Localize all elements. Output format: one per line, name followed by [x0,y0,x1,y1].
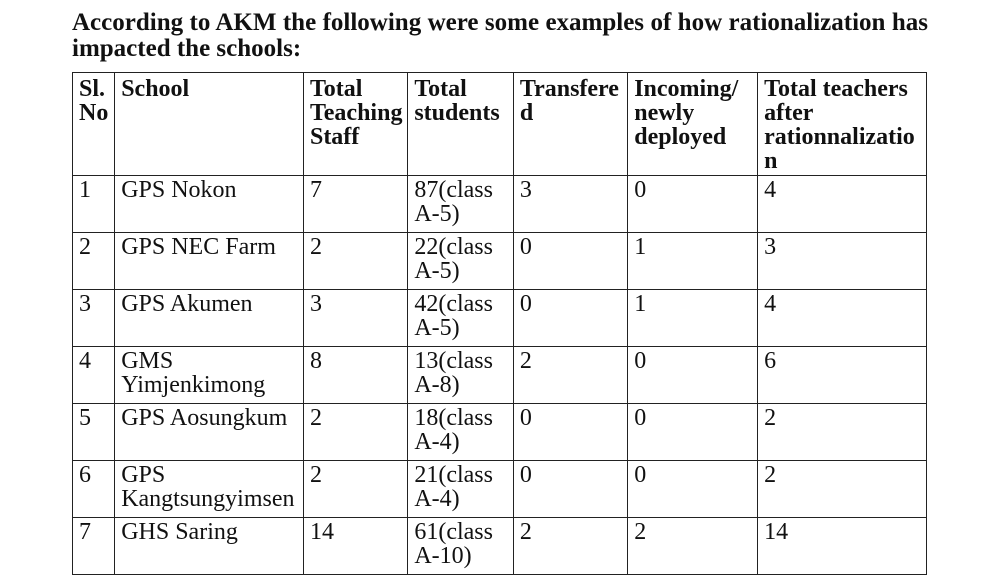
table-row [73,290,927,347]
cell-transfered: 0 [513,290,627,347]
cell-students: 42(class A-5) [408,290,514,347]
cell-teaching-staff: 3 [303,290,407,347]
header-total-teaching-staff: Total Teaching Staff [303,73,407,176]
cell-teaching-staff: 2 [303,461,407,518]
table-row [73,347,927,404]
cell-students: 87(class A-5) [408,176,514,233]
header-transfered: Transfered [513,73,627,176]
header-total-students: Total students [408,73,514,176]
cell-incoming: 0 [628,404,758,461]
cell-school: GPS Akumen [115,290,304,347]
cell-students: 61(class A-10) [408,518,514,575]
cell-school: GPS Kangtsungyimsen [115,461,304,518]
cell-incoming: 0 [628,347,758,404]
cell-transfered: 0 [513,404,627,461]
table-row [73,404,927,461]
cell-incoming: 2 [628,518,758,575]
cell-sl-no: 3 [73,290,115,347]
cell-incoming: 0 [628,176,758,233]
header-school: School [115,73,304,176]
cell-sl-no: 2 [73,233,115,290]
cell-school: GMS Yimjenkimong [115,347,304,404]
cell-total-after: 3 [758,233,927,290]
header-sl-no: Sl. No [73,73,115,176]
table-row [73,233,927,290]
cell-sl-no: 6 [73,461,115,518]
cell-transfered: 0 [513,233,627,290]
cell-transfered: 2 [513,347,627,404]
page-heading: According to AKM the following were some examples of how rationalization has impacted the schools: [72,9,928,62]
cell-school: GHS Saring [115,518,304,575]
cell-teaching-staff: 7 [303,176,407,233]
cell-sl-no: 7 [73,518,115,575]
cell-students: 18(class A-4) [408,404,514,461]
cell-sl-no: 1 [73,176,115,233]
cell-total-after: 6 [758,347,927,404]
cell-transfered: 0 [513,461,627,518]
cell-teaching-staff: 14 [303,518,407,575]
cell-transfered: 3 [513,176,627,233]
cell-total-after: 4 [758,176,927,233]
cell-transfered: 2 [513,518,627,575]
rationalization-table [72,72,927,575]
cell-students: 21(class A-4) [408,461,514,518]
cell-total-after: 4 [758,290,927,347]
cell-teaching-staff: 8 [303,347,407,404]
cell-teaching-staff: 2 [303,233,407,290]
cell-sl-no: 4 [73,347,115,404]
table-header-row [73,73,927,176]
cell-school: GPS Nokon [115,176,304,233]
header-total-after: Total teachers after rationnalization [758,73,927,176]
header-incoming: Incoming/ newly deployed [628,73,758,176]
cell-students: 22(class A-5) [408,233,514,290]
table-row [73,176,927,233]
cell-teaching-staff: 2 [303,404,407,461]
cell-sl-no: 5 [73,404,115,461]
cell-total-after: 2 [758,404,927,461]
cell-incoming: 1 [628,233,758,290]
cell-total-after: 14 [758,518,927,575]
cell-incoming: 0 [628,461,758,518]
table-row [73,518,927,575]
cell-school: GPS NEC Farm [115,233,304,290]
cell-total-after: 2 [758,461,927,518]
table-row [73,461,927,518]
cell-students: 13(class A-8) [408,347,514,404]
cell-school: GPS Aosungkum [115,404,304,461]
cell-incoming: 1 [628,290,758,347]
